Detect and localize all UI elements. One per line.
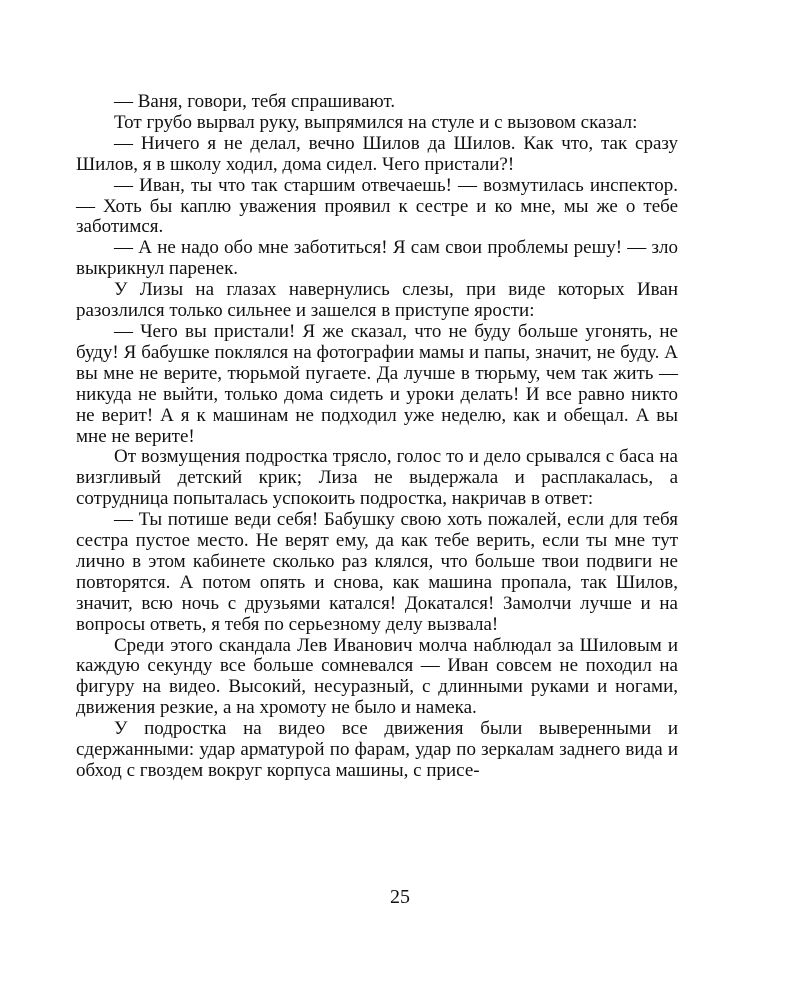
paragraph-5: — А не надо обо мне заботиться! Я сам свои проблемы решу! — зло выкрикнул паренек. — [76, 237, 678, 280]
paragraph-9: — Ты потише веди себя! Бабушку свою хоть пожалей, если для тебя сестра пустое место. Не верят ему, да как тебе верить, если ты мне тут лично в этом кабинете сколько раз клялся, что больше твои подвиги не повторятся. А потом опять и снова, как машина пропала, так Шилов, значит, всю ночь с друзьями катался! Докатался! Замолчи лучше и на вопросы ответь, я тебя по серьезному делу вызвала! — [76, 509, 678, 635]
paragraph-2: Тот грубо вырвал руку, выпрямился на стуле и с вызовом сказал: — [114, 111, 638, 133]
page-body — [76, 92, 678, 782]
paragraph-10: Среди этого скандала Лев Иванович молча наблюдал за Шиловым и каждую секунду все больше сомневался — Иван совсем не походил на фигуру на видео. Высокий, несуразный, с длинными руками и ногами, движения резкие, а на хромоту не было и намека. — [76, 634, 678, 719]
paragraph-11: У подростка на видео все движения были выверенными и сдержанными: удар арматурой по фарам, удар по зеркалам заднего вида и обход с гвоздем вокруг корпуса машины, с присе- — [76, 718, 678, 781]
page-number: 25 — [390, 886, 410, 908]
paragraph-6: У Лизы на глазах навернулись слезы, при виде которых Иван разозлился только сильнее и зашелся в приступе ярости: — [76, 279, 678, 322]
paragraph-1: — Ваня, говори, тебя спрашивают. — [114, 91, 396, 112]
paragraph-3: — Ничего я не делал, вечно Шилов да Шилов. Как что, так сразу Шилов, я в школу ходил, дома сидел. Чего пристали?! — [76, 132, 678, 175]
paragraph-8: От возмущения подростка трясло, голос то и дело срывался с баса на визгливый детский крик; Лиза не выдержала и расплакалась, а сотрудница попыталась успокоить подростка, накричав в ответ: — [76, 446, 678, 510]
paragraph-4: — Иван, ты что так старшим отвечаешь! — возмутилась инспектор. — Хоть бы каплю уважения проявил к сестре и ко мне, мы же о тебе заботимся. — [76, 174, 678, 238]
paragraph-7: — Чего вы пристали! Я же сказал, что не буду больше угонять, не буду! Я бабушке поклялся на фотографии мамы и папы, значит, не буду. А вы мне не верите, тюрьмой пугаете. Да лучше в тюрьму, чем так жить — никуда не выйти, только дома сидеть и уроки делать! И все равно никто не верит! А я к машинам не подходил уже неделю, как и обещал. А вы мне не верите! — [76, 320, 678, 447]
